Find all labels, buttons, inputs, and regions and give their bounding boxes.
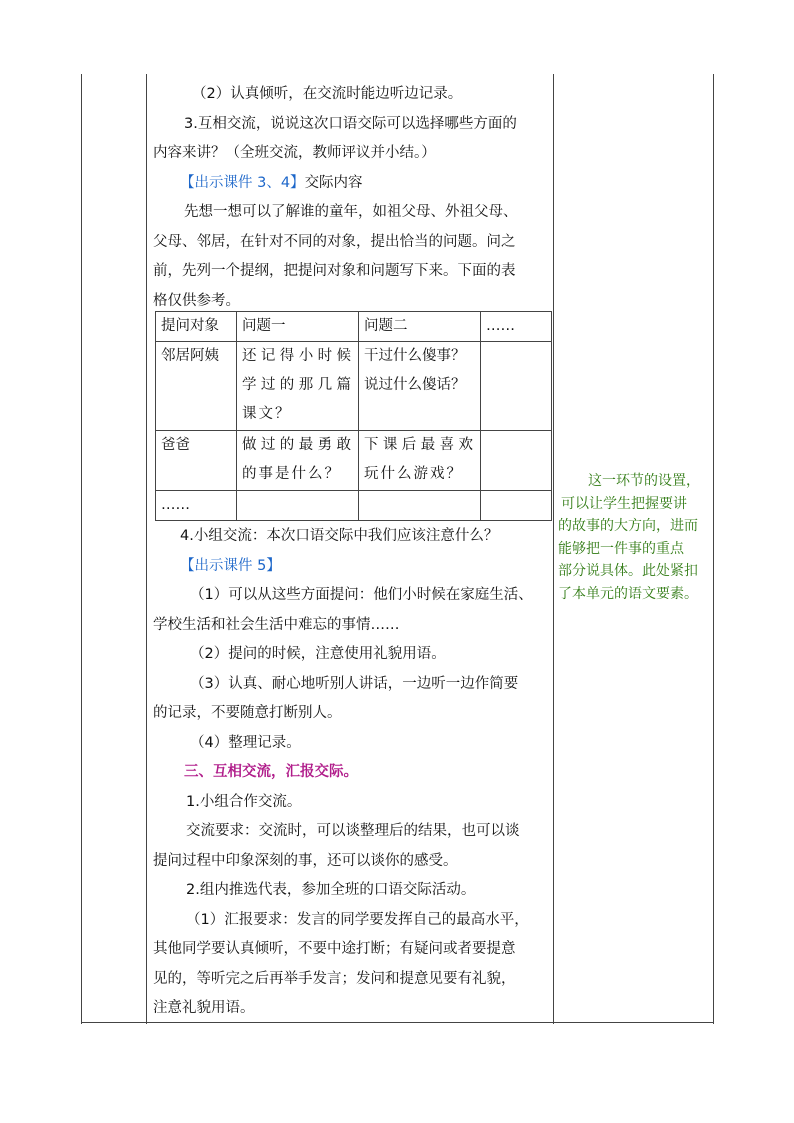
lesson-content [153,80,553,1024]
courseware-line [153,169,553,199]
table-cell [481,491,552,521]
table-header-cell: …… [481,312,552,342]
table-cell: 还记得小时候学过的那几篇课文？ [237,342,359,431]
design-note [558,470,713,605]
text-line: 注意礼貌用语。 [153,1000,255,1016]
text-line: （4）整理记录。 [190,734,301,751]
table-cell: 做过的最勇敢的事是什么？ [237,431,359,491]
table-border-col1 [146,74,147,1024]
text-line: 学校生活和社会生活中难忘的事情…… [153,616,400,633]
text-line: 其他同学要认真倾听，不要中途打断；有疑问或者要提意 [153,941,516,957]
note-line: 可以让学生把握要讲 [561,495,687,512]
text-line: 2.组内推选代表，参加全班的口语交际活动。 [186,882,476,898]
table-cell: 爸爸 [156,431,237,491]
note-line: 部分说具体。此处紧扣 [558,563,698,579]
table-border-right [713,74,714,1024]
text-line: 见的，等听完之后再举手发言；发问和提意见要有礼貌， [153,970,516,987]
text-line: 提问过程中印象深刻的事，还可以谈你的感受。 [153,852,458,869]
table-cell [359,491,481,521]
text-line: （2）认真倾听，在交流时能边听边记录。 [192,86,463,102]
text-line: 先想一想可以了解谁的童年，如祖父母、外祖父母、 [184,204,518,220]
note-line: 了本单元的语文要素。 [558,585,698,602]
section-heading: 三、互相交流，汇报交际。 [184,764,358,780]
table-header-cell: 问题一 [237,312,359,342]
question-outline-table [155,311,552,521]
table-cell [237,491,359,521]
text-line: （2）提问的时候，注意使用礼貌用语。 [190,646,446,662]
table-border-left [81,74,82,1024]
text-line: 3.互相交流，说说这次口语交际可以选择哪些方面的 [184,115,517,132]
table-row [156,342,552,431]
note-line: 能够把一件事的重点 [558,540,684,557]
note-line: 的故事的大方向，进而 [558,518,698,534]
text-line: 父母、邻居，在针对不同的对象，提出恰当的问题。问之 [153,233,516,250]
table-border-col2 [553,74,554,1024]
text-line: 4.小组交流：本次口语交际中我们应该注意什么？ [180,528,499,544]
table-cell: 邻居阿姨 [156,342,237,431]
text-line: 内容来讲？（全班交流，教师评议并小结。） [153,145,436,161]
table-cell: 干过什么傻事？说过什么傻话？ [359,342,481,431]
table-cell: …… [156,491,237,521]
text-line: 前，先列一个提纲，把提问对象和问题写下来。下面的表 [153,263,516,279]
text-line: 1.小组合作交流。 [186,793,302,810]
table-cell [481,431,552,491]
table-header-row [156,312,552,342]
text-line: 的记录，不要随意打断别人。 [153,705,342,721]
note-line: 这一环节的设置， [588,473,700,489]
table-header-cell: 问题二 [359,312,481,342]
table-cell: 下课后最喜欢玩什么游戏？ [359,431,481,491]
table-header-cell: 提问对象 [156,312,237,342]
text-line: （1）可以从这些方面提问：他们小时候在家庭生活、 [190,587,533,603]
text-line: 交流要求：交流时，可以谈整理后的结果，也可以谈 [186,823,520,839]
text-line: （3）认真、耐心地听别人讲话，一边听一边作简要 [190,675,519,692]
table-row [156,431,552,491]
courseware-title: 交际内容 [304,174,363,191]
courseware-tag: 【出示课件 5】 [180,557,281,574]
table-row [156,491,552,521]
text-line: 格仅供参考。 [153,292,240,309]
courseware-tag: 【出示课件 3、4】 [180,174,305,191]
text-line: （1）汇报要求：发言的同学要发挥自己的最高水平， [186,911,529,928]
table-cell [481,342,552,431]
